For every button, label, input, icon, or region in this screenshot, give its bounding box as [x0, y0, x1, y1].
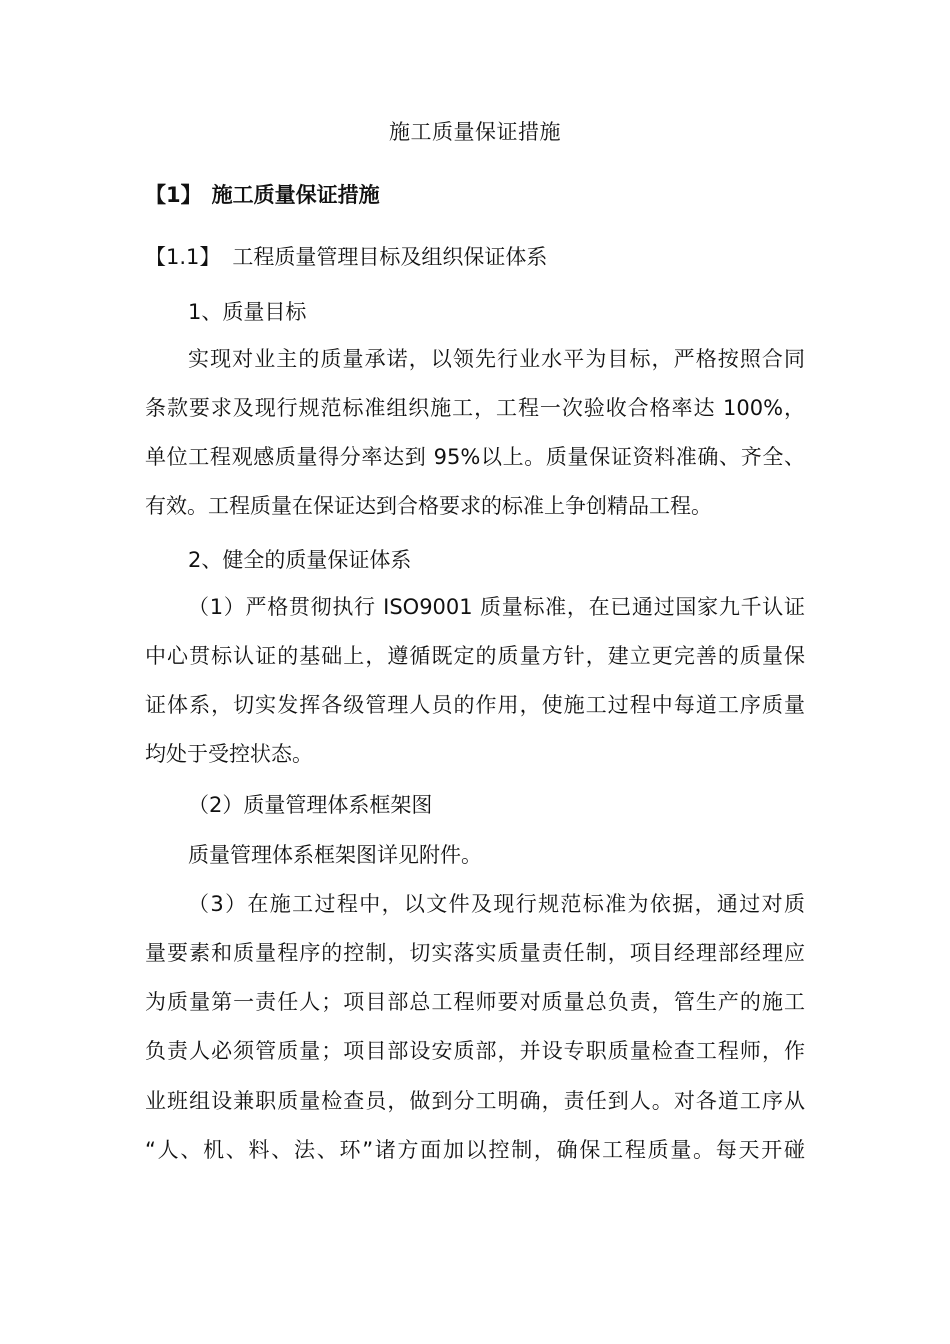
subheading-quality-target: 1、质量目标: [188, 300, 307, 324]
paragraph-line: 为质量第一责任人；项目部总工程师要对质量总负责，管生产的施工: [145, 990, 805, 1014]
paragraph-line: （1）严格贯彻执行 ISO9001 质量标准，在已通过国家九千认证: [188, 595, 805, 619]
paragraph-line: 有效。工程质量在保证达到合格要求的标准上争创精品工程。: [145, 494, 712, 518]
paragraph-line: 量要素和质量程序的控制，切实落实质量责任制，项目经理部经理应: [145, 941, 805, 965]
subheading-quality-system: 2、健全的质量保证体系: [188, 548, 412, 572]
paragraph-line: （3）在施工过程中，以文件及现行规范标准为依据，通过对质: [188, 892, 805, 916]
section-1-title: 施工质量保证措施: [211, 183, 380, 207]
paragraph-line: 实现对业主的质量承诺，以领先行业水平为目标，严格按照合同: [188, 347, 805, 371]
paragraph-line: 证体系，切实发挥各级管理人员的作用，使施工过程中每道工序质量: [145, 693, 805, 717]
paragraph-line: 均处于受控状态。: [145, 742, 313, 766]
paragraph-line: 单位工程观感质量得分率达到 95%以上。质量保证资料准确、齐全、: [145, 445, 805, 469]
section-1-1-number: 【1.1】: [145, 245, 221, 269]
paragraph-line: 条款要求及现行规范标准组织施工，工程一次验收合格率达 100%，: [145, 396, 805, 420]
section-1-number: 【1】: [145, 183, 202, 207]
subheading-framework: （2）质量管理体系框架图: [188, 793, 433, 817]
section-1-1-title: 工程质量管理目标及组织保证体系: [232, 245, 548, 269]
section-1-1-heading: [145, 241, 547, 273]
paragraph-line: 业班组设兼职质量检查员，做到分工明确，责任到人。对各道工序从: [145, 1089, 805, 1113]
document-title: 施工质量保证措施: [389, 120, 561, 144]
paragraph-line: 中心贯标认证的基础上，遵循既定的质量方针，建立更完善的质量保: [145, 644, 805, 668]
paragraph-line: 负责人必须管质量；项目部设安质部，并设专职质量检查工程师，作: [145, 1039, 805, 1063]
paragraph-line: “人、机、料、法、环”诸方面加以控制，确保工程质量。每天开碰: [145, 1138, 805, 1162]
section-1-heading: [145, 179, 380, 211]
paragraph-line: 质量管理体系框架图详见附件。: [188, 843, 482, 867]
